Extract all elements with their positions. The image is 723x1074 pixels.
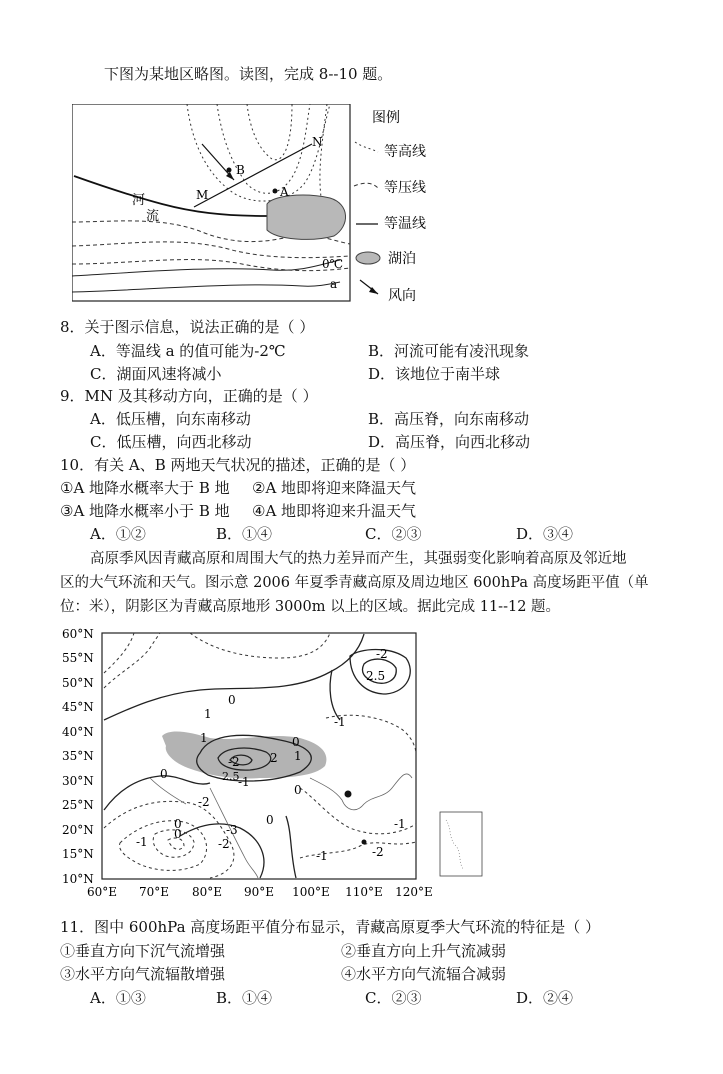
- lat-label-55: 55°N: [62, 651, 94, 665]
- lon-label-60: 60°E: [86, 885, 118, 899]
- q11-statement-3: ③水平方向气流辐散增强: [60, 965, 226, 983]
- q10-option-a: A．①②: [90, 525, 146, 543]
- river-label-1: 河: [132, 193, 146, 208]
- q9-option-c: C．低压槽，向西北移动: [90, 433, 252, 451]
- q9-option-d: D．高压脊，向西北移动: [368, 433, 531, 451]
- contour-label: 1: [200, 731, 208, 745]
- q8-stem: 8．关于图示信息，说法正确的是（ ）: [60, 318, 315, 336]
- contour-label: 2.5: [366, 669, 386, 683]
- q9-option-b: B．高压脊，向东南移动: [368, 410, 530, 428]
- q11-statement-2: ②垂直方向上升气流减弱: [341, 942, 507, 960]
- contour-label: 1: [204, 707, 212, 721]
- lat-label-35: 35°N: [62, 749, 94, 763]
- contour-label: -2: [198, 795, 210, 809]
- contour-label: 0: [294, 783, 302, 797]
- q11-stem: 11．图中 600hPa 高度场距平值分布显示，青藏高原夏季大气环流的特征是（ ）: [60, 918, 601, 936]
- q9-option-a: A．低压槽，向东南移动: [90, 410, 251, 428]
- lat-label-60: 60°N: [62, 628, 94, 641]
- contour-label: -1: [238, 775, 250, 789]
- lat-label-25: 25°N: [62, 798, 94, 812]
- contour-label: -2: [218, 837, 230, 851]
- contour-label: 1: [294, 749, 302, 763]
- q10-option-b: B．①④: [216, 525, 273, 543]
- contour-label: 0: [228, 693, 236, 707]
- lat-label-10: 10°N: [62, 872, 94, 886]
- legend-isobar: 等压线: [384, 180, 426, 196]
- contour-label: 0: [292, 735, 300, 749]
- q11-statement-4: ④水平方向气流辐合减弱: [341, 965, 507, 983]
- contour-label: -1: [394, 817, 406, 831]
- lat-label-20: 20°N: [62, 823, 94, 837]
- q10-statement-1: ①A 地降水概率大于 B 地: [60, 479, 230, 497]
- legend-lake: 湖泊: [388, 251, 416, 267]
- q8-option-c: C．湖面风速将减小: [90, 365, 222, 383]
- contour-label: -2: [372, 845, 384, 859]
- intro-text-1: 下图为某地区略图。读图，完成 8--10 题。: [104, 65, 393, 83]
- contour-label: 0: [266, 813, 274, 827]
- a-isotherm-label: a: [330, 277, 338, 291]
- zero-isotherm-label: 0℃: [322, 257, 344, 271]
- legend-contour: 等高线: [384, 144, 426, 160]
- regional-sketch-map: [72, 104, 450, 304]
- contour-label: 0: [160, 767, 168, 781]
- contour-label: 2.5: [222, 770, 240, 783]
- intro-text-2-line-3: 位：米），阴影区为青藏高原地形 3000m 以上的区域。据此完成 11--12 题。: [60, 599, 561, 615]
- contour-label: 0: [174, 827, 182, 841]
- lat-label-15: 15°N: [62, 847, 94, 861]
- q11-option-a: A．①③: [90, 989, 146, 1007]
- q11-option-d: D．②④: [516, 989, 574, 1007]
- q8-option-b: B．河流可能有凌汛现象: [368, 342, 530, 360]
- q11-option-c: C．②③: [365, 989, 422, 1007]
- legend-title: 图例: [372, 110, 400, 126]
- q10-option-d: D．③④: [516, 525, 574, 543]
- N-label: N: [312, 135, 323, 149]
- lat-label-30: 30°N: [62, 774, 94, 788]
- contour-label: -1: [136, 835, 148, 849]
- lat-label-50: 50°N: [62, 676, 94, 690]
- M-label: M: [196, 188, 209, 202]
- q10-statement-4: ④A 地即将迎来升温天气: [252, 502, 417, 520]
- intro-text-2-line-1: 高原季风因青藏高原和周围大气的热力差异而产生，其强弱变化影响着高原及邻近地: [90, 551, 627, 567]
- contour-label: -1: [334, 715, 346, 729]
- lon-label-90: 90°E: [243, 885, 275, 899]
- q10-stem: 10．有关 A、B 两地天气状况的描述，正确的是（ ）: [60, 456, 416, 474]
- contour-label: -3: [226, 823, 238, 837]
- q10-statement-2: ②A 地即将迎来降温天气: [252, 479, 417, 497]
- intro-text-2-line-2: 区的大气环流和天气。图示意 2006 年夏季青藏高原及周边地区 600hPa 高度场距平值（单: [60, 575, 649, 591]
- q10-option-c: C．②③: [365, 525, 422, 543]
- contour-label: 2: [270, 751, 278, 765]
- lon-label-80: 80°E: [191, 885, 223, 899]
- q8-option-a: A．等温线 a 的值可能为-2℃: [90, 342, 286, 360]
- q10-statement-3: ③A 地降水概率小于 B 地: [60, 502, 230, 520]
- q11-option-b: B．①④: [216, 989, 273, 1007]
- lon-label-120: 120°E: [395, 885, 433, 899]
- point-B-label: B: [236, 163, 245, 177]
- contour-label: -2: [228, 755, 240, 769]
- point-A-label: A: [280, 185, 289, 199]
- contour-label: -1: [316, 849, 328, 863]
- contour-label: -2: [376, 647, 388, 661]
- lon-label-100: 100°E: [292, 885, 330, 899]
- q11-statement-1: ①垂直方向下沉气流增强: [60, 942, 226, 960]
- height-anomaly-map: [60, 628, 490, 900]
- lat-label-45: 45°N: [62, 700, 94, 714]
- legend-isotherm: 等温线: [384, 216, 426, 232]
- q8-option-d: D．该地位于南半球: [368, 365, 501, 383]
- river-label-2: 流: [146, 209, 160, 224]
- contour-label: 0: [174, 817, 182, 831]
- q9-stem: 9．MN 及其移动方向，正确的是（ ）: [60, 387, 318, 405]
- legend-wind: 风向: [388, 288, 416, 304]
- lat-label-40: 40°N: [62, 725, 94, 739]
- lon-label-110: 110°E: [345, 885, 383, 899]
- lon-label-70: 70°E: [138, 885, 170, 899]
